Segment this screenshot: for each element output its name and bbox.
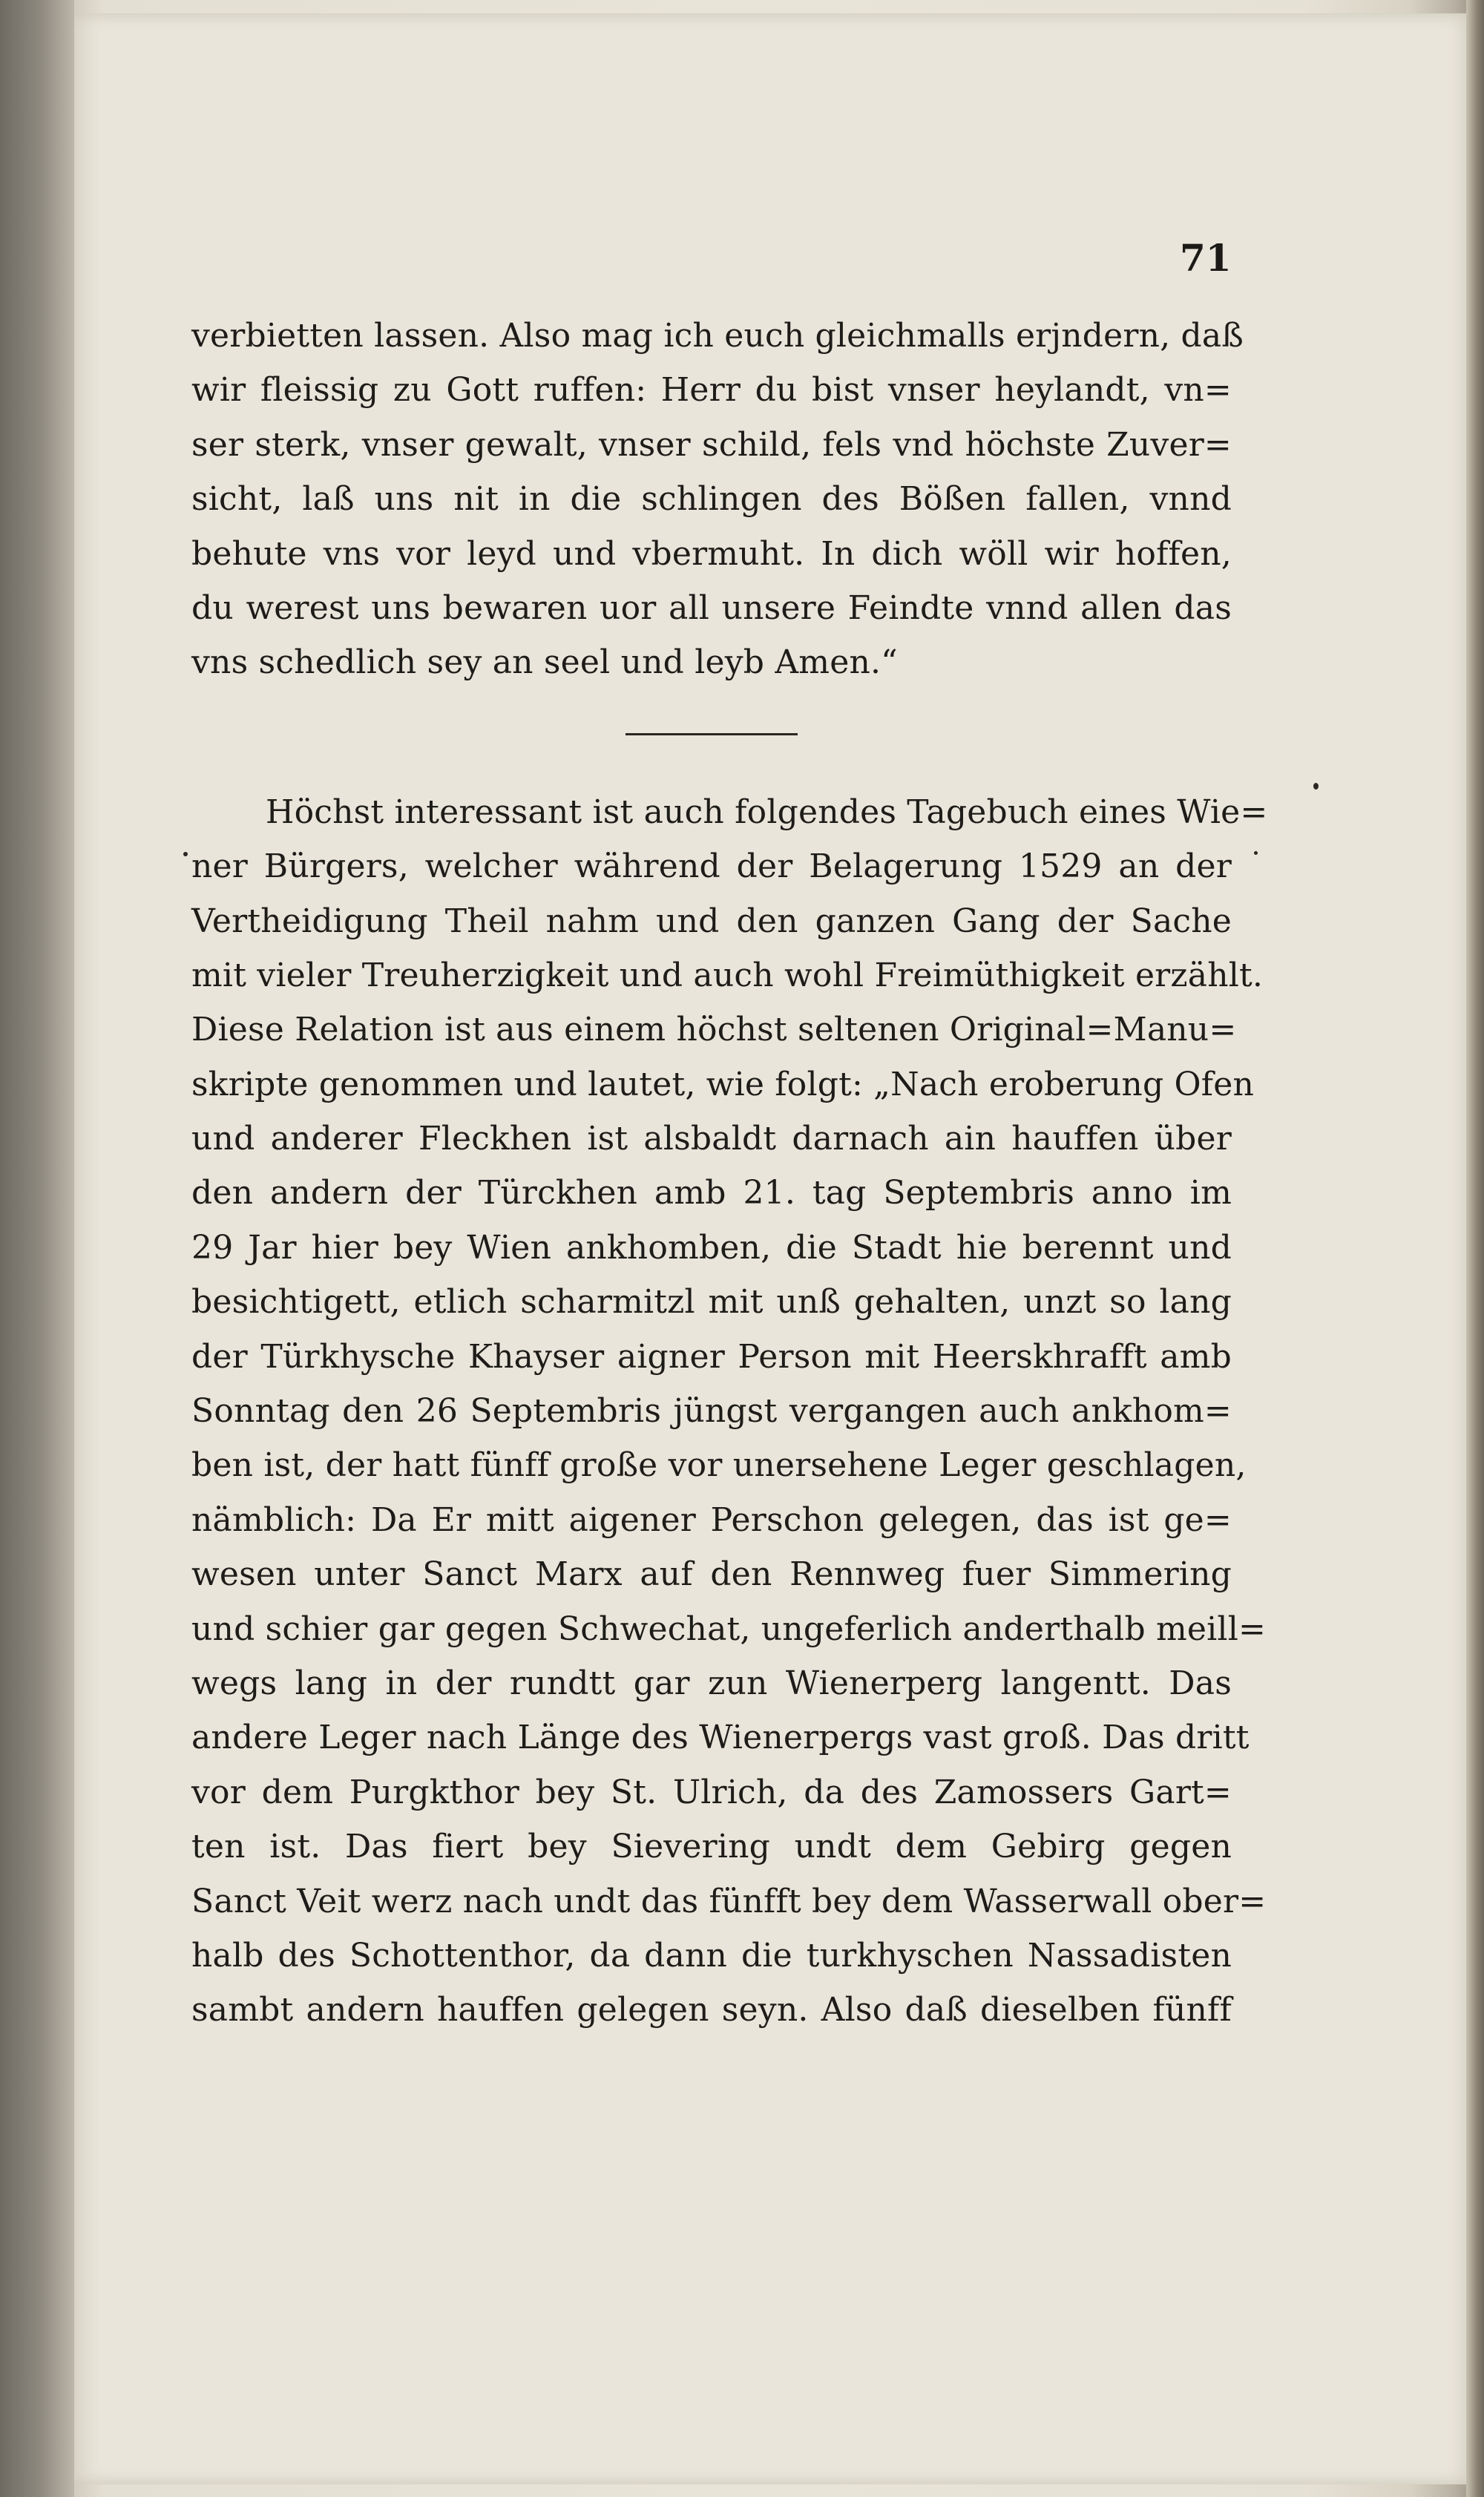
text-line: wesen unter Sanct Marx auf den Rennweg fuer Simmering (191, 1555, 1232, 1594)
text-line: halb des Schottenthor, da dann die turkhyschen Nassadisten (191, 1936, 1232, 1975)
text-line: ser sterk, vnser gewalt, vnser schild, fels vnd höchste Zuver= (191, 425, 1232, 464)
text-line: ner Bürgers, welcher während der Belagerung 1529 an der (191, 847, 1232, 886)
text-line: Sonntag den 26 Septembris jüngst vergangen auch ankhom= (191, 1392, 1232, 1431)
text-line: verbietten lassen. Also mag ich euch gleichmalls erjndern, daß (191, 317, 1244, 355)
paragraph-1 (191, 309, 1244, 690)
ink-speck (183, 852, 188, 856)
text-line: vor dem Purgkthor bey St. Ulrich, da des Zamossers Gart= (191, 1773, 1232, 1811)
text-line: vns schedlich sey an seel und leyb Amen.“ (191, 643, 898, 682)
text-line: andere Leger nach Länge des Wienerpergs vast groß. Das dritt (191, 1719, 1250, 1757)
text-line: 29 Jar hier bey Wien ankhomben, die Stadt hie berennt und (191, 1228, 1232, 1267)
text-line: mit vieler Treuherzigkeit und auch wohl Freimüthigkeit erzählt. (191, 956, 1264, 994)
text-line: ten ist. Das fiert bey Sievering undt dem Gebirg gegen (191, 1828, 1232, 1866)
ink-speck (1313, 783, 1319, 790)
text-line: sicht, laß uns nit in die schlingen des Bößen fallen, vnnd (191, 480, 1232, 519)
body-text (191, 309, 1268, 2038)
section-divider (191, 690, 1232, 785)
text-line: besichtigett, etlich scharmitzl mit unß gehalten, unzt so lang (191, 1283, 1232, 1322)
text-line: und anderer Fleckhen ist alsbaldt darnach ain hauffen über (191, 1120, 1232, 1158)
book-edge (1466, 0, 1484, 2497)
text-line: der Türkhysche Khayser aigner Person mit Heerskhrafft amb (191, 1337, 1232, 1376)
text-line: sambt andern hauffen gelegen seyn. Also daß dieselben fünff (191, 1991, 1232, 2030)
page-number: 71 (1180, 236, 1232, 280)
text-line: Vertheidigung Theil nahm und den ganzen Gang der Sache (191, 902, 1232, 940)
paragraph-2 (191, 785, 1268, 2038)
text-line: und schier gar gegen Schwechat, ungeferlich anderthalb meill= (191, 1610, 1267, 1648)
text-line: wir fleissig zu Gott ruffen: Herr du bist vnser heylandt, vn= (191, 371, 1232, 410)
book-gutter (0, 0, 74, 2497)
text-line: Diese Relation ist aus einem höchst seltenen Original=Manu= (191, 1011, 1237, 1049)
text-line: skripte genommen und lautet, wie folgt: „Nach eroberung Ofen (191, 1065, 1255, 1103)
text-line: wegs lang in der rundtt gar zun Wienerperg langentt. Das (191, 1664, 1232, 1702)
text-line: Höchst interessant ist auch folgendes Tagebuch eines Wie= (266, 793, 1268, 831)
ink-speck (1254, 851, 1258, 855)
text-line: ben ist, der hatt fünff große vor unersehene Leger geschlagen, (191, 1446, 1247, 1485)
text-line: behute vns vor leyd und vbermuht. In dich wöll wir hoffen, (191, 534, 1232, 573)
text-line: nämblich: Da Er mitt aigener Perschon gelegen, das ist ge= (191, 1500, 1232, 1539)
divider-rule (626, 733, 798, 735)
text-line: den andern der Türckhen amb 21. tag Septembris anno im (191, 1174, 1232, 1213)
text-line: du werest uns bewaren uor all unsere Feindte vnnd allen das (191, 588, 1232, 627)
text-line: Sanct Veit werz nach undt das fünfft bey dem Wasserwall ober= (191, 1882, 1267, 1920)
